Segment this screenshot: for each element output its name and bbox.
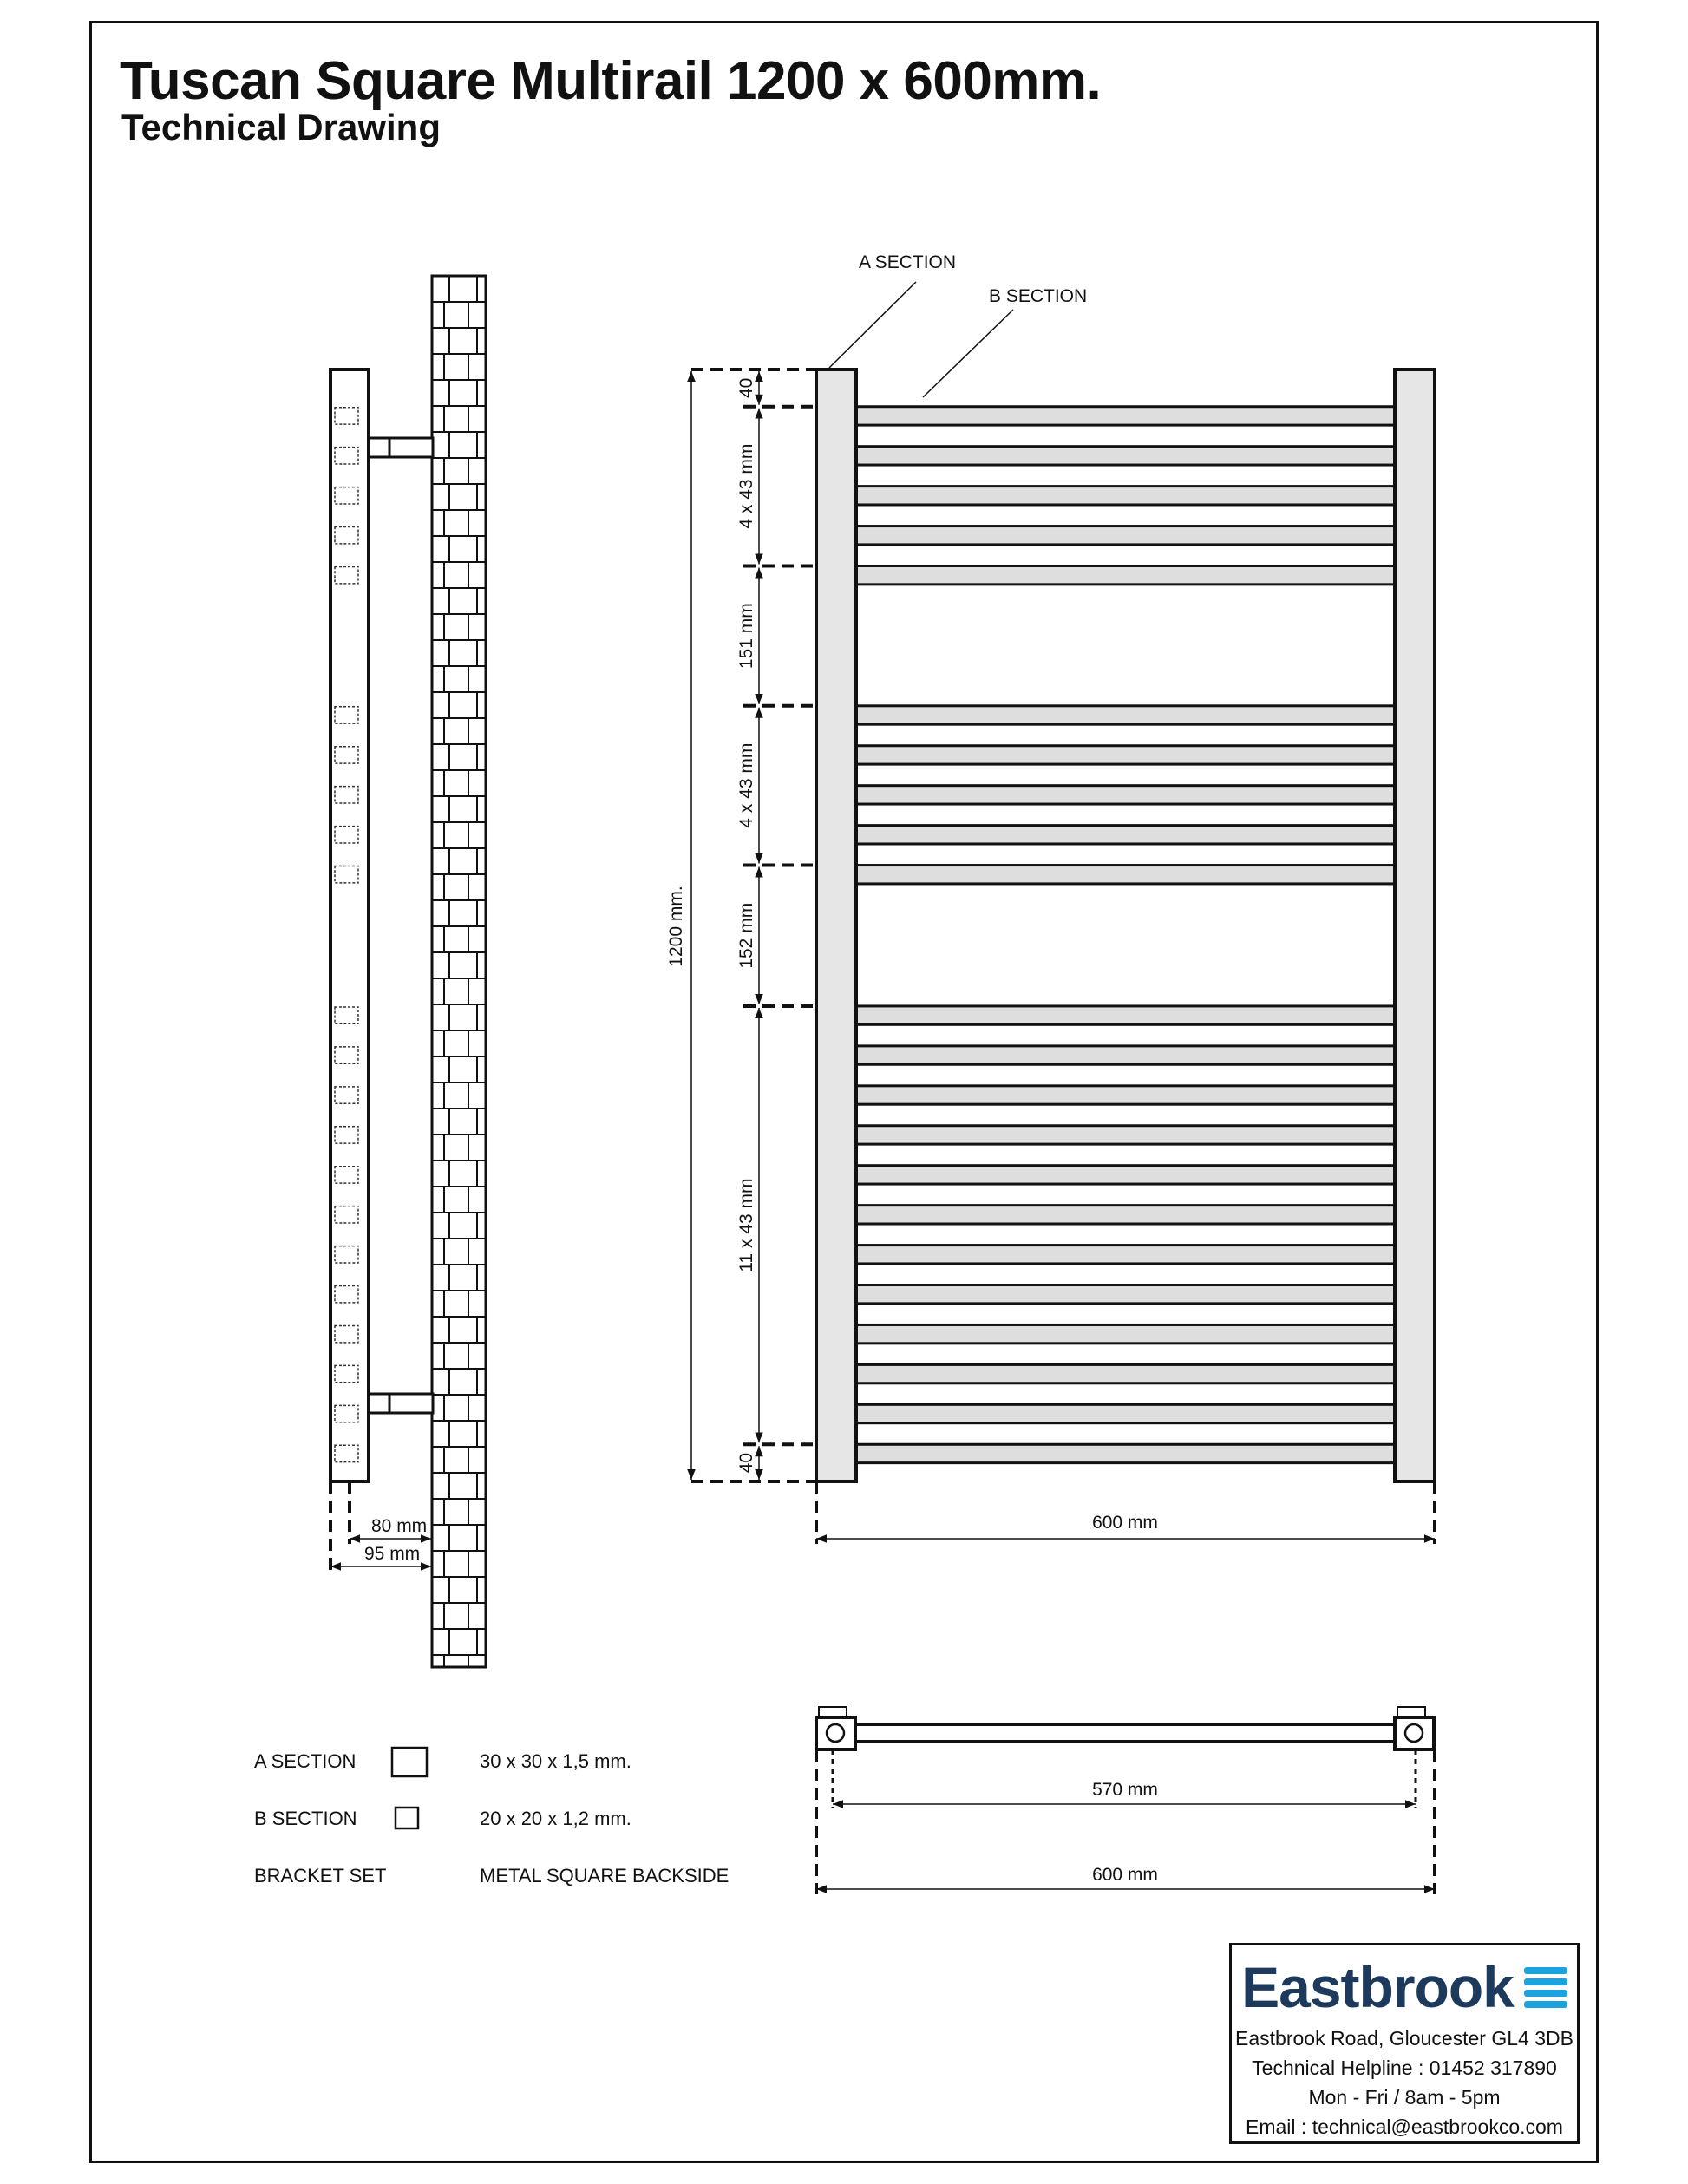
towel-rail (856, 1126, 1395, 1144)
side-rail-end (335, 408, 358, 424)
b-section-callout: B SECTION (989, 286, 1088, 306)
towel-rail (856, 706, 1395, 724)
top-bracket (369, 438, 433, 457)
wall-distance-dims (330, 1481, 431, 1572)
height-dim-label: 40 (736, 1452, 756, 1474)
waves-icon (1524, 1963, 1567, 2012)
brick-wall (432, 276, 486, 1667)
towel-rail (856, 826, 1395, 844)
height-dim-label: 40 (736, 377, 756, 399)
towel-rail (856, 1046, 1395, 1064)
height-dim-label: 152 mm (736, 902, 756, 969)
towel-rail (856, 1166, 1395, 1184)
side-rail-end (335, 1286, 358, 1303)
side-rail-end (335, 1087, 358, 1103)
company-helpline: Technical Helpline : 01452 317890 (1252, 2056, 1557, 2079)
side-rail-end (335, 1246, 358, 1263)
left-ladder (816, 369, 856, 1481)
side-rail-end (335, 1007, 358, 1023)
side-rail-end (335, 1445, 358, 1461)
towel-rail (856, 487, 1395, 505)
side-rail-end (335, 1047, 358, 1063)
towel-rail (856, 1404, 1395, 1422)
height-dim-label: 11 x 43 mm (736, 1178, 756, 1272)
front-elevation (816, 369, 1435, 1481)
front-width-dim (816, 1481, 1435, 1544)
towel-rail (856, 746, 1395, 764)
height-dim-label: 4 x 43 mm (736, 443, 756, 529)
side-rail-end (335, 566, 358, 583)
side-rail-end (335, 487, 358, 504)
towel-rail (856, 1444, 1395, 1462)
height-dims (666, 369, 816, 1481)
towel-rail (856, 1285, 1395, 1304)
height-dim-label: 4 x 43 mm (736, 742, 756, 828)
side-rail-end (335, 866, 358, 883)
page-title: Tuscan Square Multirail 1200 x 600mm. (120, 51, 1102, 111)
company-address: Eastbrook Road, Gloucester GL4 3DB (1235, 2027, 1574, 2050)
towel-rail (856, 447, 1395, 465)
a-section-symbol (392, 1748, 427, 1776)
side-rail-end (335, 707, 358, 723)
section-callouts (829, 252, 1087, 397)
company-info-box (1229, 1943, 1580, 2144)
legend-b-value: 20 x 20 x 1,2 mm. (480, 1808, 631, 1829)
side-elevation (330, 369, 433, 1481)
towel-rail (856, 1086, 1395, 1104)
side-rail-end (335, 827, 358, 843)
company-email: Email : technical@eastbrookco.com (1246, 2115, 1563, 2138)
dim-front-width: 600 mm (1092, 1513, 1158, 1533)
side-rail-end (335, 527, 358, 544)
company-logo (1232, 1954, 1577, 2020)
towel-rail (856, 1206, 1395, 1224)
plan-view (816, 1707, 1435, 1894)
a-section-callout: A SECTION (859, 252, 957, 272)
dim-overall-height: 1200 mm. (666, 886, 686, 967)
side-rail-end (335, 448, 358, 464)
b-section-symbol (396, 1808, 418, 1828)
dim-95: 95 mm (364, 1544, 421, 1564)
company-hours: Mon - Fri / 8am - 5pm (1308, 2086, 1501, 2109)
towel-rails (856, 407, 1395, 1463)
legend-a-key: A SECTION (254, 1750, 357, 1772)
towel-rail (856, 1246, 1395, 1264)
towel-rail (856, 526, 1395, 545)
side-rail-end (335, 1167, 358, 1183)
side-rail-end (335, 747, 358, 763)
legend-a-value: 30 x 30 x 1,5 mm. (480, 1750, 631, 1772)
dim-80: 80 mm (371, 1516, 428, 1536)
side-rail-end (335, 1365, 358, 1382)
dim-plan-width: 600 mm (1092, 1865, 1158, 1885)
towel-rail (856, 407, 1395, 425)
side-rail-end (335, 1127, 358, 1143)
bottom-bracket (369, 1394, 433, 1413)
side-rail-end (335, 1325, 358, 1342)
towel-rail (856, 566, 1395, 584)
legend-b-key: B SECTION (254, 1808, 357, 1829)
towel-rail (856, 786, 1395, 804)
side-rail-end (335, 787, 358, 803)
towel-rail (856, 1006, 1395, 1024)
height-dim-label: 151 mm (736, 603, 756, 670)
side-rail-end (335, 1405, 358, 1422)
legend-bracket-value: METAL SQUARE BACKSIDE (480, 1865, 730, 1886)
dim-pipe-centres: 570 mm (1092, 1780, 1158, 1800)
page-subtitle: Technical Drawing (121, 107, 441, 147)
towel-rail (856, 1324, 1395, 1343)
towel-rail (856, 866, 1395, 884)
right-ladder (1395, 369, 1435, 1481)
brand-name: Eastbrook (1241, 1955, 1514, 2019)
legend-bracket-key: BRACKET SET (254, 1865, 387, 1886)
side-rail-end (335, 1206, 358, 1223)
towel-rail (856, 1364, 1395, 1383)
